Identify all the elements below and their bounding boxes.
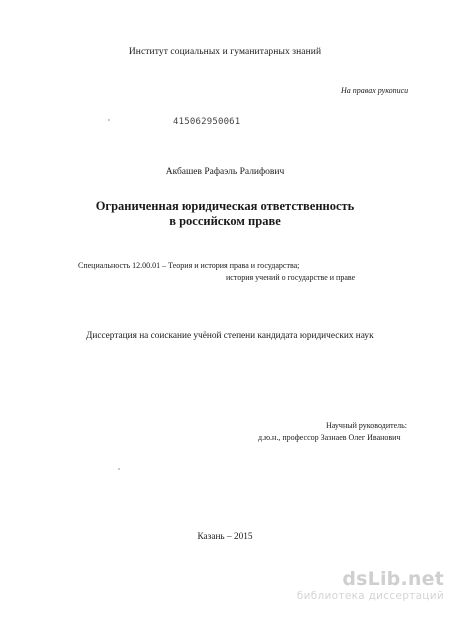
- watermark-subtitle: библиотека диссертаций: [296, 590, 444, 602]
- author-name: Акбашев Рафаэль Ралифович: [165, 167, 285, 177]
- watermark-logo: dsLib.net: [342, 568, 444, 590]
- title-line-2: в российском праве: [169, 214, 281, 228]
- city-year: Казань – 2015: [197, 532, 253, 542]
- institute-name: Институт социальных и гуманитарных знаний: [128, 47, 322, 57]
- catalog-number: 415062950061: [173, 117, 241, 127]
- title-line-1: Ограниченная юридическая ответственность: [95, 199, 355, 213]
- supervisor-name: д.ю.н., профессор Зазнаев Олег Иванович: [258, 433, 401, 442]
- watermark: [274, 569, 444, 603]
- degree-statement: Диссертация на соискание учёной степени кандидата юридических наук: [86, 331, 374, 341]
- specialty-line-2: история учений о государстве и праве: [226, 273, 356, 282]
- manuscript-rights-note: На правах рукописи: [341, 86, 409, 95]
- supervisor-label: Научный руководитель:: [326, 421, 408, 430]
- scan-speck: [118, 468, 120, 470]
- dissertation-title: [0, 199, 450, 229]
- scan-speck: [108, 119, 110, 121]
- specialty-line-1: Специальность 12.00.01 – Теория и история права и государства;: [78, 261, 300, 270]
